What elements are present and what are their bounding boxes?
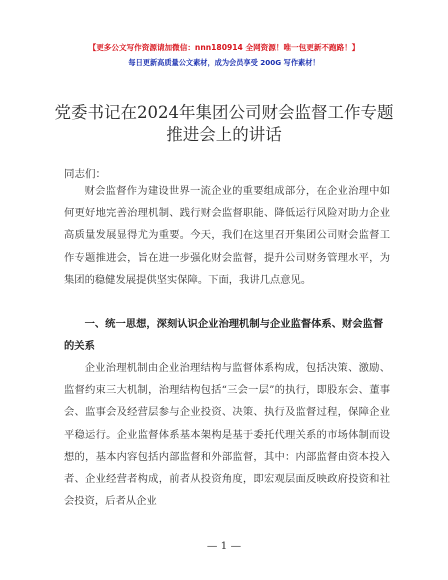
greeting: 同志们： xyxy=(64,168,106,180)
section-heading-1: 一、统一思想，深刻认识企业治理机制与企业监督体系、财会监督的关系 xyxy=(64,318,384,353)
paragraph-section-1: 企业治理机制由企业治理结构与监督体系构成，包括决策、激励、监督约束三大机制，治理结构包括“三会一层”的执行，即股东会、董事会、监事会及经营层参与企业投资、决策、执行及监督过程，保障企业平稳运行。企业监督体系基本架构是基于委托代理关系的市场体制而设想的，基本内容包括内部监督和外部监督，其中：内部监督由资本投入者、企业经营者构成，前者从投资角度，即宏观层面反映政府投资和社会投资，后者从企业 xyxy=(64,362,390,508)
promo-banner-line-1: 【更多公文写作资源请加微信：nnn180914 全网资源！唯一包更新不跑路！】 xyxy=(88,43,360,52)
document-title-line-2: 推进会上的讲话 xyxy=(166,125,282,144)
page-number: — 1 — xyxy=(206,540,242,552)
promo-banner-line-2: 每日更新高质量公文素材，成为会员享受 200G 写作素材！ xyxy=(128,58,320,67)
paragraph-intro: 财会监督作为建设世界一流企业的重要组成部分，在企业治理中如何更好地完善治理机制、践行财会监督职能、降低运行风险对助力企业高质量发展显得尤为重要。今天，我们在这里召开集团公司财会监督工作专题推进会，旨在进一步强化财会监督，提升公司财务管理水平，为集团的稳健发展提供坚实保障。下面，我讲几点意见。 xyxy=(64,185,390,286)
document-title-line-1: 党委书记在2024年集团公司财会监督工作专题 xyxy=(54,103,394,122)
